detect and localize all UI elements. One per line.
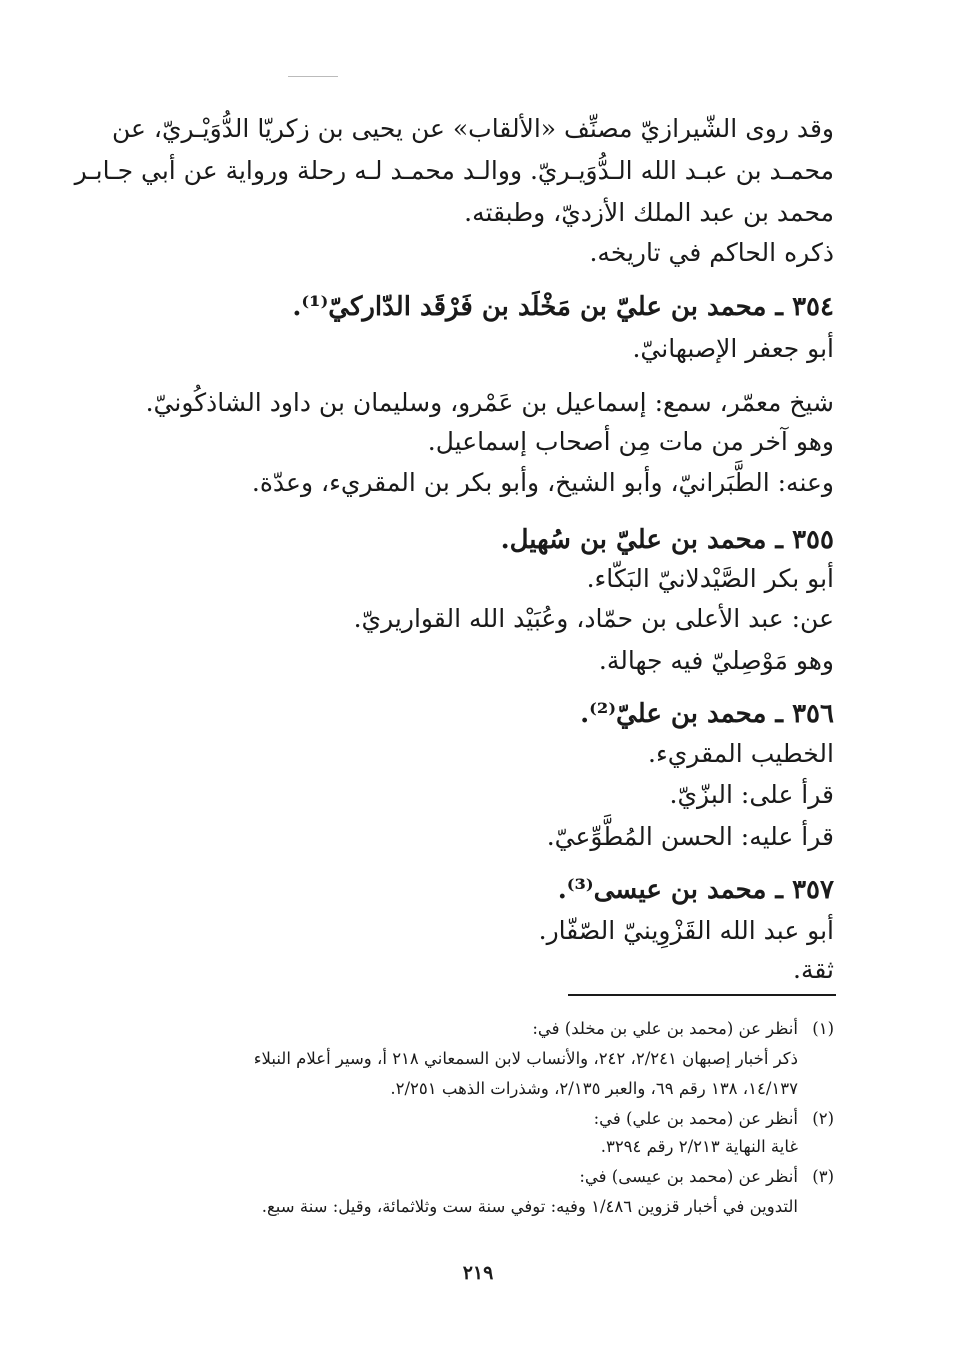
footnote-separator xyxy=(568,994,836,996)
footnote-line: التدوين في أخبار قزوين ١/٤٨٦ وفيه: توفي سنة ست وثلاثمائة، وقيل: سنة سبع. xyxy=(261,1197,798,1216)
entry-line: الخطيب المقريء. xyxy=(648,739,834,768)
entry-line: قرأ على: البزّيّ. xyxy=(669,780,834,809)
footnote-number: (٣) xyxy=(812,1167,834,1186)
entry-line: أبو بكر الصَّيْدلانيّ البَكّاء. xyxy=(586,564,834,593)
entry-line: قرأ عليه: الحسن المُطَّوِّعيّ. xyxy=(546,822,834,851)
footnote-text: أنظر عن (محمد بن علي) في: xyxy=(593,1109,798,1128)
entry-heading-357: ٣٥٧ ـ محمد بن عيسى⁽³⁾. xyxy=(557,875,834,905)
footnote-3 xyxy=(579,1164,834,1190)
entry-line: أبو جعفر الإصبهانيّ. xyxy=(632,334,834,363)
footnote-line: ذكر أخبار إصبهان ٢/٢٤١، ٢٤٢، والأنساب لابن السمعاني ٢١٨ أ، وسير أعلام النبلاء xyxy=(253,1049,798,1068)
page-number: ٢١٩ xyxy=(462,1262,494,1284)
entry-heading-356: ٣٥٦ ـ محمد بن عليّ⁽²⁾. xyxy=(580,699,834,729)
intro-line: ذكره الحاكم في تاريخه. xyxy=(589,238,834,267)
footnote-number: (٢) xyxy=(812,1109,834,1128)
footnote-line: ١٤/١٣٧، ١٣٨ رقم ٦٩، والعبر ٢/١٣٥، وشذرات الذهب ٢/٢٥١. xyxy=(390,1079,798,1098)
entry-line: وهو آخر من مات مِن أصحاب إسماعيل. xyxy=(427,427,834,456)
entry-line: وهو مَوْصِليّ فيه جهالة. xyxy=(598,646,834,675)
entry-heading-355: ٣٥٥ ـ محمد بن عليّ بن سُهيل. xyxy=(500,525,834,555)
footnote-2 xyxy=(594,1106,834,1132)
entry-line: ثقة. xyxy=(793,955,834,984)
intro-line: محمـد بن عبـد الله الـدُّوَيـريّ. ووالـد محمـد لـه رحلة ورواية عن أبي جـابـر xyxy=(74,156,834,185)
entry-heading-354: ٣٥٤ ـ محمد بن عليّ بن مَخْلَد بن فَرْقَد الدّاركيّ⁽¹⁾. xyxy=(292,292,834,322)
footnote-line: غاية النهاية ٢/٢١٣ رقم ٣٢٩٤. xyxy=(600,1137,798,1156)
footnote-number: (١) xyxy=(812,1019,834,1038)
footnote-text: أنظر عن (محمد بن عيسى) في: xyxy=(579,1167,798,1186)
footnote-text: أنظر عن (محمد بن علي بن مخلد) في: xyxy=(532,1019,798,1038)
entry-line: عن: عبد الأعلى بن حمّاد، وعُبَيْد الله القواريريّ. xyxy=(353,604,834,633)
footnote-1 xyxy=(532,1016,834,1042)
scan-mark xyxy=(288,76,338,77)
entry-line: شيخ معمّر، سمع: إسماعيل بن عَمْرو، وسليمان بن داود الشاذكُونيّ. xyxy=(145,388,834,417)
entry-line: وعنه: الطَّبَرانيّ، وأبو الشيخ، وأبو بكر بن المقريء، وعدّة. xyxy=(251,468,834,497)
entry-line: أبو عبد الله القَزْوِينيّ الصّفّار. xyxy=(538,916,834,945)
intro-line: محمد بن عبد الملك الأزديّ، وطبقته. xyxy=(464,198,834,227)
intro-line: وقد روى الشّيرازيّ مصنِّف «الألقاب» عن يحيى بن زكريّا الدُّوَيْـريّ، عن xyxy=(112,114,834,143)
